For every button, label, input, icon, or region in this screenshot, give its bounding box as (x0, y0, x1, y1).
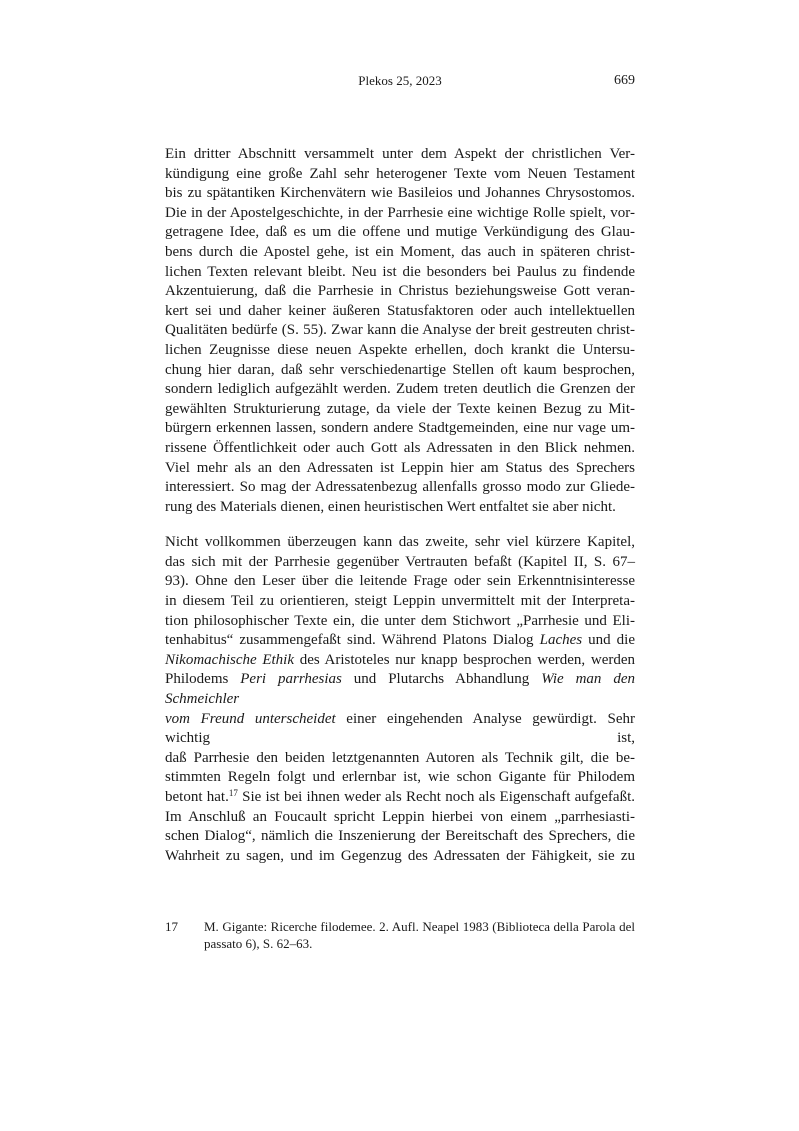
italic-title: Laches (539, 632, 583, 649)
page-number: 669 (614, 73, 635, 88)
text-line: rissene Öffentlichkeit oder auch Gott als Adressaten in den Blick nehmen. (165, 439, 635, 456)
italic-title: Nikomachische Ethik (165, 651, 294, 668)
text-line: Akzentuierung, daß die Parrhesie in Christus beziehungsweise Gott veran- (165, 283, 635, 300)
text-line: bis zu spätantiken Kirchenvätern wie Basileios und Johannes Chrysostomos. (165, 185, 635, 202)
italic-title: Wie man den Schmeichler (165, 671, 635, 708)
italic-title: Peri parrhesias (240, 671, 342, 688)
text-segment: einer eingehenden Analyse gewürdigt. Sehr wichtig ist, (165, 710, 635, 747)
text-line: das sich mit der Parrhesie gegenüber Vertrauten befaßt (Kapitel II, S. 67– (165, 553, 635, 570)
text-line: lichen Texten relevant bleibt. Neu ist die besonders bei Paulus zu findende (165, 263, 635, 280)
text-segment: des Aristoteles nur knapp besprochen werden, werden (294, 651, 636, 668)
footnote (165, 918, 635, 952)
text-segment: Sie ist bei ihnen weder als Recht noch als Eigenschaft aufgefaßt. (237, 789, 635, 805)
text-line: Ein dritter Abschnitt versammelt unter dem Aspekt der christlichen Ver- (165, 146, 635, 162)
text-line: kündigung eine große Zahl sehr heterogener Texte vom Neuen Testament (165, 165, 635, 182)
text-line: getragene Idee, daß es um die offene und mutige Verkündigung des Glau- (165, 224, 635, 241)
text-line: lichen Zeugnisse diese neuen Aspekte erhellen, doch krankt die Untersu- (165, 341, 635, 358)
text-line: chung hier daran, daß sehr verschiedenartige Stellen oft kaum besprochen, (165, 361, 635, 378)
text-line: schen Dialog“, nämlich die Inszenierung der Bereitschaft des Sprechers, die (165, 828, 635, 845)
text-line: kert sei und daher keiner äußeren Statusfaktoren oder auch intellektuellen (165, 302, 635, 319)
text-line (165, 788, 635, 808)
footnote-number: 17 (165, 919, 178, 935)
text-segment: betont hat. (165, 789, 229, 805)
footnote-text (204, 918, 635, 952)
text-line: Nicht vollkommen überzeugen kann das zweite, sehr viel kürzere Kapitel, (165, 534, 635, 551)
text-line: sondern lediglich aufgezählt werden. Zudem treten deutlich die Grenzen der (165, 381, 635, 398)
text-line: Qualitäten bedürfe (S. 55). Zwar kann die Analyse der breit gestreuten christ- (165, 322, 635, 339)
text-line (165, 651, 635, 671)
text-line: in diesem Teil zu orientieren, steigt Leppin unvermittelt mit der Interpreta- (165, 593, 635, 610)
text-line: Im Anschluß an Foucault spricht Leppin hierbei von einem „parrhesiasti- (165, 808, 635, 825)
text-line: Viel mehr als an den Adressaten ist Leppin hier am Status des Sprechers (165, 459, 635, 476)
text-line: bens durch die Apostel gehe, ist ein Moment, das auch in späteren christ- (165, 243, 635, 260)
body-paragraph-1 (165, 145, 635, 517)
text-column (165, 145, 635, 952)
text-segment: und Plutarchs Abhandlung (341, 671, 542, 688)
text-line: Wahrheit zu sagen, und im Gegenzug des Adressaten der Fähigkeit, sie zu (165, 847, 635, 864)
text-line: stimmten Regeln folgt und erlernbar ist, wie schon Gigante für Philodem (165, 769, 635, 786)
text-line: daß Parrhesie den beiden letztgenannten Autoren als Technik gilt, die be- (165, 749, 635, 766)
text-segment: tenhabitus“ zusammengefaßt sind. Während Platons Dialog (165, 632, 540, 649)
italic-title: vom Freund unterscheidet (165, 710, 336, 727)
footnote-line: passato 6), S. 62–63. (204, 936, 313, 952)
text-line: interessiert. So mag der Adressatenbezug allenfalls grosso modo zur Gliede- (165, 479, 635, 496)
footnote-line: M. Gigante: Ricerche filodemee. 2. Aufl. Neapel 1983 (Biblioteca della Parola del (204, 919, 635, 935)
text-line: rung des Materials dienen, einen heuristischen Wert entfaltet sie aber nicht. (165, 498, 616, 515)
text-segment: und die (582, 632, 636, 649)
text-line: gewählten Strukturierung zutage, da viele der Texte keinen Bezug zu Mit- (165, 400, 635, 417)
footnote-reference: 17 (228, 788, 238, 798)
text-line: 93). Ohne den Leser über die leitende Frage oder sein Erkenntnisinteresse (165, 573, 635, 590)
text-line (165, 670, 635, 709)
running-header-journal: Plekos 25, 2023 (358, 73, 442, 88)
text-line (165, 631, 635, 651)
text-segment: Philodems (165, 671, 241, 688)
body-paragraph-2 (165, 533, 635, 866)
text-line: bürgern erkennen lassen, sondern andere Stadtgemeinden, eine nur vage um- (165, 420, 635, 437)
text-line: Die in der Apostelgeschichte, in der Parrhesie eine wichtige Rolle spielt, vor- (165, 204, 635, 221)
text-line (165, 710, 635, 749)
text-line: tion philosophischer Texte ein, die unter dem Stichwort „Parrhesie und Eli- (165, 612, 635, 629)
